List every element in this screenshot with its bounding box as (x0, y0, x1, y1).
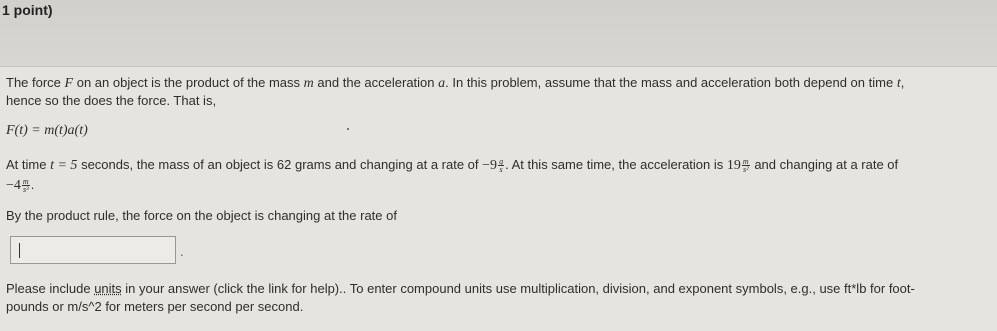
unit-num: m (22, 177, 29, 187)
intro-text: The force (6, 75, 61, 90)
given-text: . At this same time, the acceleration is (505, 157, 724, 172)
unit-num: g (499, 157, 504, 167)
points-label: 1 point) (2, 2, 53, 18)
intro-text: and the acceleration (317, 75, 435, 90)
accel-unit (742, 158, 750, 173)
math-t: t (896, 76, 901, 91)
intro-text: . In this problem, assume that the mass and acceleration both depend on time (445, 75, 894, 90)
accel-value: 19 (726, 158, 741, 173)
help-text: Please include (6, 281, 91, 296)
intro-line-1 (6, 74, 904, 93)
answer-input[interactable] (10, 236, 176, 264)
math-m: m (303, 76, 314, 91)
given-text: At time (6, 157, 47, 172)
stray-dot (347, 128, 349, 130)
given-text: seconds, the mass of an object is 62 grams and changing at a rate of (81, 157, 479, 172)
math-time: t = 5 (50, 158, 78, 173)
accel-rate-line (6, 176, 34, 195)
product-formula (6, 121, 88, 140)
given-values-line (6, 156, 898, 175)
text-caret (19, 243, 20, 258)
mass-rate-unit (498, 158, 504, 173)
intro-text: , (900, 75, 905, 90)
question-text: By the product rule, the force on the object is changing at the rate of (6, 208, 397, 223)
accel-rate-unit (22, 178, 30, 193)
intro-text: on an object is the product of the mass (76, 75, 301, 90)
help-line-1 (6, 280, 915, 298)
math-a: a (438, 76, 446, 91)
units-help-link[interactable]: units (94, 281, 122, 296)
unit-den: s³ (23, 185, 29, 195)
unit-num: m (742, 157, 749, 167)
math-F: F (64, 76, 74, 91)
unit-den: s (499, 165, 503, 175)
given-text: and changing at a rate of (754, 157, 899, 172)
formula-text: F(t) = m(t)a(t) (6, 123, 88, 138)
help-text: in your answer (click the link for help).. To enter compound units use multiplication, division, and exponent symbols, e.g., use ft*lb for foot- (125, 281, 915, 296)
intro-line-2: hence so the does the force. That is, (6, 93, 217, 108)
mass-rate-value: −9 (482, 158, 498, 173)
unit-den: s² (743, 165, 749, 175)
header-strip (0, 0, 997, 66)
answer-period: . (180, 244, 184, 259)
given-text: . (30, 177, 35, 192)
help-line-2: pounds or m/s^2 for meters per second per second. (6, 299, 304, 314)
accel-rate-value: −4 (6, 178, 21, 193)
